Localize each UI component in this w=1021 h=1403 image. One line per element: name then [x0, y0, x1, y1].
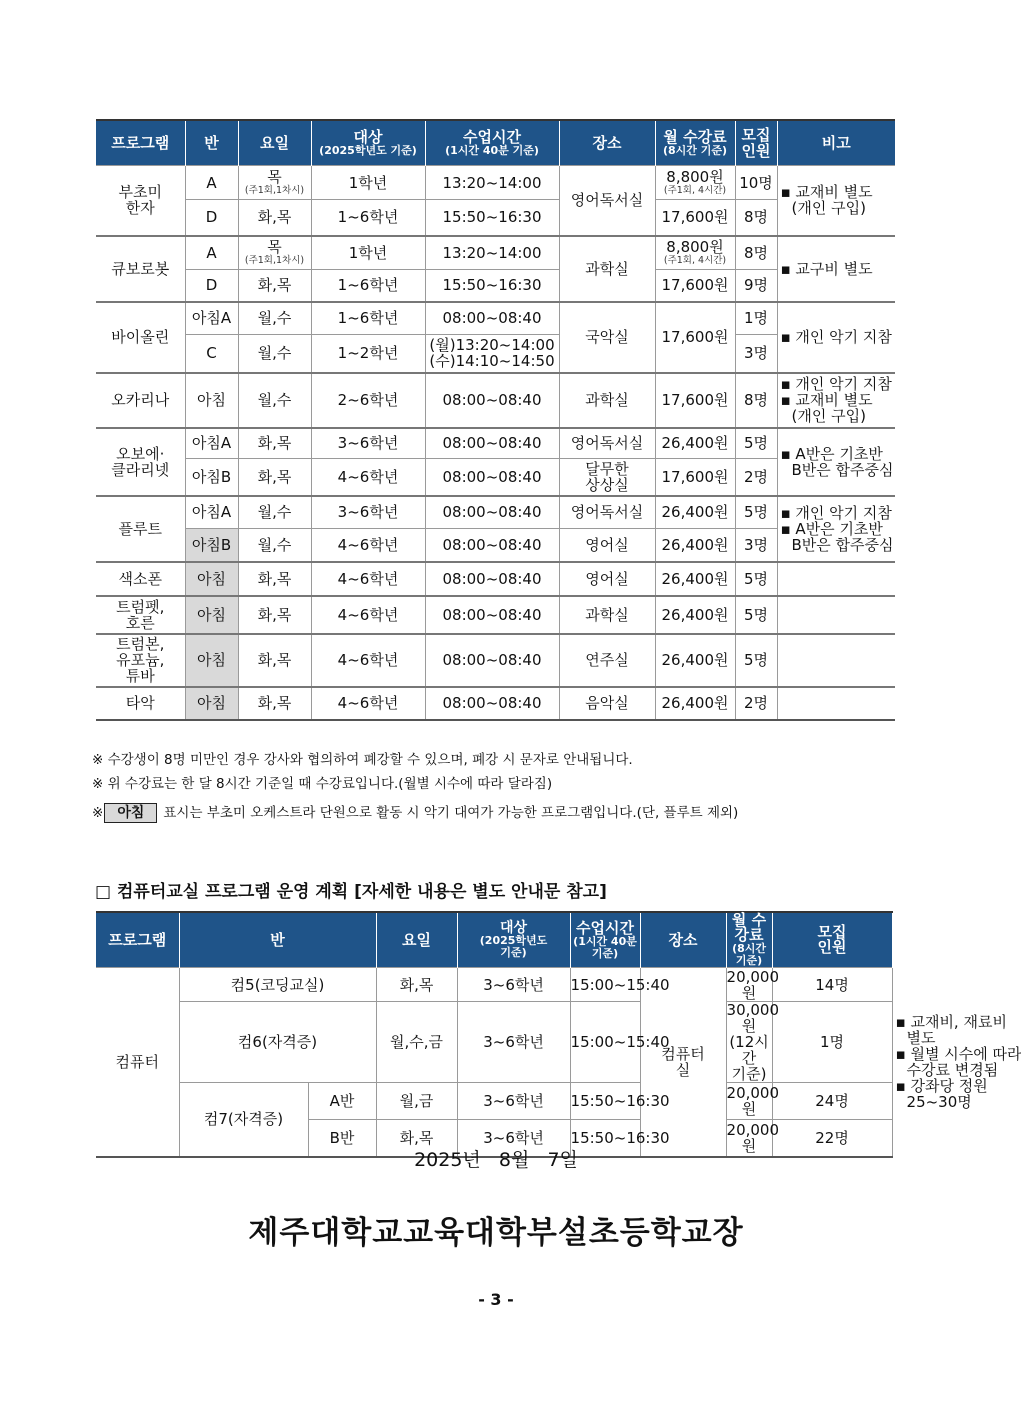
footnote-text: 표시는 부초미 오케스트라 단원으로 활동 시 악기 대여가 가능한 프로그램입니다.(단, 플루트 제외) [163, 805, 739, 821]
fee-subtext: (주1회, 4시간) [663, 255, 727, 267]
day-cell: 화,목 [376, 1120, 457, 1157]
target-cell: 3~6학년 [457, 1002, 570, 1083]
fee-cell: 26,400원 [655, 687, 735, 720]
header-time-label: 수업시간 [576, 918, 635, 937]
fee-cell: 26,400원 [655, 496, 735, 529]
program-line: 트럼펫, [116, 597, 165, 616]
day-text: 목 [267, 168, 282, 186]
morning-legend-box: 아침 [104, 803, 157, 823]
section-title-computer: □ 컴퓨터교실 프로그램 운영 계획 [자세한 내용은 별도 안내문 참고] [95, 882, 607, 902]
table1-header-row [96, 120, 895, 166]
time-cell: 15:00~15:40 [570, 1002, 640, 1083]
class-cell: 컴6(자격증) [179, 1002, 376, 1083]
class-cell: 아침A [185, 428, 238, 459]
time-cell: 15:50~16:30 [570, 1120, 640, 1157]
fee-line: 기준) [731, 1065, 767, 1083]
program-line: 한자 [125, 199, 155, 218]
count-cell: 3명 [735, 335, 777, 373]
class-cell: 아침A [185, 302, 238, 335]
count-cell: 1명 [772, 1002, 892, 1083]
place-line: 상상실 [585, 475, 629, 494]
day-cell: 화,목 [238, 562, 311, 596]
day-text: 목 [267, 238, 282, 257]
header-class: 반 [179, 912, 376, 968]
fee-cell: 26,400원 [655, 634, 735, 687]
program-cell: 큐보로봇 [96, 236, 185, 302]
note-cell [777, 302, 895, 373]
time-cell: 15:00~15:40 [570, 968, 640, 1002]
table2-header-row: 프로그램 반 요일 대상 (2025학년도 기준) 수업시간 (1시간 40분 기준) 장소 월 수강료 (8시간 기준) 모집 인원 비고 [96, 912, 892, 968]
table-row [96, 1002, 892, 1083]
place-line: 실 [675, 1060, 691, 1079]
day-subtext: (주1회,1차시) [244, 255, 305, 267]
table-row [96, 166, 895, 200]
header-recruit [772, 912, 892, 968]
class-cell: 아침 [185, 373, 238, 428]
time-cell: 15:50~16:30 [425, 270, 559, 302]
day-cell: 월,수 [238, 373, 311, 428]
class-cell: 컴7(자격증) [179, 1083, 308, 1157]
place-cell: 과학실 [559, 596, 655, 634]
table-row [96, 373, 895, 428]
fee-cell: 17,600원 [655, 373, 735, 428]
class-cell: D [185, 270, 238, 302]
day-cell: 화,목 [238, 428, 311, 459]
footnote-fee-basis: ※ 위 수강료는 한 달 8시간 기준일 때 수강료입니다.(월별 시수에 따라 달라짐) [92, 776, 553, 792]
program-cell: 오카리나 [96, 373, 185, 428]
count-cell: 3명 [735, 529, 777, 562]
time-cell: 08:00~08:40 [425, 634, 559, 687]
target-cell: 4~6학년 [311, 634, 425, 687]
note-cell [777, 496, 895, 562]
fee-line: (12시간 [729, 1033, 769, 1067]
note-line: ▪ 교구비 별도 [780, 259, 873, 278]
table-row [96, 687, 895, 720]
day-cell: 화,목 [238, 596, 311, 634]
day-cell: 월,수 [238, 496, 311, 529]
note-line: B반은 합주중심 [791, 460, 894, 479]
class-cell: 아침B [185, 459, 238, 496]
note-line: (개인 구입) [791, 407, 866, 425]
table-row [96, 529, 895, 562]
note-cell [777, 596, 895, 634]
class-cell: 아침 [185, 596, 238, 634]
place-cell [559, 459, 655, 496]
target-cell: 3~6학년 [311, 496, 425, 529]
header-note: 비고 [777, 120, 895, 166]
time-cell: 08:00~08:40 [425, 496, 559, 529]
header-time-sub: (1시간 40분 기준) [445, 144, 539, 157]
time-cell: 08:00~08:40 [425, 428, 559, 459]
table-row: 컴퓨터 컴5(코딩교실) 화,목 3~6학년 15:00~15:40 컴퓨터 실 20,000원 14명 ▪ 교재비, 재료비 별도 ▪ 월별 시수에 따라 수강료 변경됨 ▪ 강좌당 정원 25~30명 [96, 968, 892, 1002]
program-line: 트럼본, [116, 635, 165, 653]
note-line: ▪ 교재비 별도 [780, 183, 873, 202]
day-cell: 월,수,금 [376, 1002, 457, 1083]
header-target-2: (2025학년도 [479, 933, 548, 947]
class-cell: 컴5(코딩교실) [179, 968, 376, 1002]
count-cell: 5명 [735, 428, 777, 459]
count-cell: 14명 [772, 968, 892, 1002]
note-line: ▪ 교재비 별도 [780, 391, 873, 409]
day-cell: 화,목 [238, 459, 311, 496]
day-cell: 화,목 [238, 200, 311, 236]
place-cell: 영어독서실 [559, 166, 655, 236]
count-cell: 5명 [735, 634, 777, 687]
fee-cell: 26,400원 [655, 562, 735, 596]
fee-cell: 20,000원 [726, 1120, 780, 1155]
note-line: (개인 구입) [791, 199, 866, 218]
fee-cell: 26,400원 [655, 529, 735, 562]
program-line: 클라리넷 [111, 460, 170, 479]
count-cell: 8명 [735, 236, 777, 270]
place-cell: 영어독서실 [559, 496, 655, 529]
note-cell [777, 236, 895, 302]
afterschool-program-table [96, 119, 895, 721]
note-line: 별도 [906, 1028, 936, 1047]
day-cell [238, 236, 311, 270]
place-cell: 영어실 [559, 562, 655, 596]
time-line: (월)13:20~14:00 [429, 336, 555, 355]
header-recruit [735, 120, 777, 166]
target-cell: 1학년 [311, 236, 425, 270]
program-line: 튜바 [125, 667, 155, 685]
header-place: 장소 [640, 912, 726, 968]
target-cell: 3~6학년 [311, 428, 425, 459]
page-number: - 3 - [478, 1290, 514, 1309]
class-cell: 아침 [185, 562, 238, 596]
program-line: 부초미 [118, 183, 162, 202]
class-cell: A [185, 166, 238, 200]
footnote-closure: ※ 수강생이 8명 미만인 경우 강사와 협의하여 폐강할 수 있으며, 폐강 시 문자로 안내됩니다. [92, 752, 633, 768]
table-row [96, 428, 895, 459]
note-line: 수강료 변경됨 [906, 1060, 999, 1079]
target-cell: 4~6학년 [311, 529, 425, 562]
count-cell: 24명 [772, 1083, 892, 1120]
place-cell: 연주실 [559, 634, 655, 687]
time-cell: 08:00~08:40 [425, 562, 559, 596]
fee-cell [655, 166, 735, 200]
day-cell: 월,금 [376, 1083, 457, 1120]
header-fee [726, 912, 772, 968]
note-line: B반은 합주중심 [791, 535, 894, 554]
time-cell: 15:50~16:30 [570, 1083, 640, 1120]
day-cell: 화,목 [238, 634, 311, 687]
note-cell [777, 562, 895, 596]
count-cell: 2명 [735, 687, 777, 720]
header-time [570, 912, 640, 968]
count-cell: 9명 [735, 270, 777, 302]
day-cell: 화,목 [376, 968, 457, 1002]
place-cell: 영어실 [559, 529, 655, 562]
target-cell: 2~6학년 [311, 373, 425, 428]
header-time-label: 수업시간 [463, 128, 521, 146]
target-cell: 1~6학년 [311, 302, 425, 335]
header-fee-label: 월 수강료 [731, 911, 767, 944]
count-cell: 8명 [735, 200, 777, 236]
target-cell: 1~6학년 [311, 270, 425, 302]
note-cell [777, 166, 895, 236]
fee-cell: 20,000원 [726, 1084, 780, 1118]
fee-line: 30,000원 [726, 1001, 780, 1035]
place-cell: 과학실 [559, 373, 655, 428]
header-fee-sub: (8시간 기준) [662, 144, 728, 157]
footnote-mark: ※ [92, 805, 104, 821]
table-row [96, 1083, 892, 1120]
count-cell: 5명 [735, 496, 777, 529]
note-line: ▪ A반은 기초반 [780, 444, 883, 463]
table-row [96, 335, 895, 373]
count-cell: 8명 [735, 373, 777, 428]
count-cell: 1명 [735, 302, 777, 335]
header-fee [655, 120, 735, 166]
target-cell: 4~6학년 [311, 562, 425, 596]
place-cell: 영어독서실 [559, 428, 655, 459]
header-fee-label: 월 수강료 [663, 128, 727, 146]
fee-cell [655, 236, 735, 270]
class-cell: C [185, 335, 238, 373]
fee-cell: 17,600원 [655, 200, 735, 236]
time-cell: 08:00~08:40 [425, 459, 559, 496]
time-cell: 08:00~08:40 [425, 373, 559, 428]
class-cell: 아침 [185, 634, 238, 687]
target-cell: 4~6학년 [311, 596, 425, 634]
header-day: 요일 [238, 120, 311, 166]
fee-cell: 26,400원 [655, 428, 735, 459]
count-cell: 22명 [772, 1120, 892, 1157]
day-cell: 월,수 [238, 335, 311, 373]
header-day: 요일 [376, 912, 457, 968]
program-line: 오보에· [116, 444, 165, 463]
program-cell [96, 166, 185, 236]
table-row [96, 236, 895, 270]
time-line: (수)14:10~14:50 [429, 352, 555, 371]
time-cell [425, 335, 559, 373]
fee-text: 8,800원 [666, 238, 724, 257]
target-cell: 1학년 [311, 166, 425, 200]
header-time [425, 120, 559, 166]
fee-subtext: (주1회, 4시간) [663, 185, 727, 196]
class-cell: D [185, 200, 238, 236]
fee-cell: 17,600원 [655, 459, 735, 496]
computer-program-table [96, 911, 1021, 1158]
place-line: 컴퓨터 [661, 1044, 705, 1063]
program-cell: 컴퓨터 [96, 968, 179, 1157]
program-line: 유포늄, [116, 651, 165, 669]
program-cell: 바이올린 [96, 302, 185, 373]
count-cell: 2명 [735, 459, 777, 496]
fee-cell: 17,600원 [655, 302, 735, 373]
fee-cell: 20,000원 [726, 967, 780, 1002]
header-target [311, 120, 425, 166]
target-cell: 3~6학년 [457, 1120, 570, 1157]
table-row [96, 596, 895, 634]
header-program: 프로그램 [96, 912, 179, 968]
header-program: 프로그램 [96, 120, 185, 166]
issuer-name: 제주대학교교육대학부설초등학교장 [248, 1215, 744, 1251]
header-time-sub: (1시간 40분 기준) [573, 934, 637, 960]
day-cell [238, 166, 311, 200]
time-cell: 08:00~08:40 [425, 687, 559, 720]
program-cell: 플루트 [96, 496, 185, 562]
header-target-sub: (2025학년도 기준) [319, 144, 417, 157]
header-class: 반 [185, 120, 238, 166]
class-cell: 아침A [185, 496, 238, 529]
subclass-cell: A반 [308, 1083, 376, 1120]
note-line: ▪ 개인 악기 지참 [780, 328, 892, 346]
target-cell: 3~6학년 [457, 968, 570, 1002]
table-row [96, 459, 895, 496]
place-cell: 과학실 [559, 236, 655, 302]
table-row [96, 270, 895, 302]
note-line: ▪ 개인 악기 지참 [780, 503, 892, 522]
header-place: 장소 [559, 120, 655, 166]
fee-cell: 17,600원 [655, 270, 735, 302]
count-cell: 5명 [735, 596, 777, 634]
header-fee-sub: (8시간 기준) [732, 942, 766, 967]
program-cell [96, 596, 185, 634]
count-cell: 5명 [735, 562, 777, 596]
program-cell [96, 634, 185, 687]
time-cell: 13:20~14:00 [425, 236, 559, 270]
day-subtext: (주1회,1차시) [244, 185, 305, 196]
program-cell [96, 428, 185, 496]
header-recruit-2: 인원 [817, 938, 847, 956]
header-target-3: 기준) [500, 945, 527, 959]
program-cell: 타악 [96, 687, 185, 720]
document-date: 2025년 8월 7일 [414, 1149, 578, 1171]
note-cell [777, 634, 895, 687]
note-cell [777, 373, 895, 428]
place-cell: 국악실 [559, 302, 655, 373]
note-cell [777, 428, 895, 496]
class-cell: 아침B [185, 529, 238, 562]
table-row [96, 634, 895, 687]
table-row [96, 496, 895, 529]
note-line: 25~30명 [906, 1092, 972, 1111]
table-row [96, 562, 895, 596]
day-cell: 월,수 [238, 302, 311, 335]
time-cell: 08:00~08:40 [425, 596, 559, 634]
day-cell: 월,수 [238, 529, 311, 562]
program-cell: 색소폰 [96, 562, 185, 596]
place-cell: 음악실 [559, 687, 655, 720]
target-cell: 1~6학년 [311, 200, 425, 236]
time-cell: 13:20~14:00 [425, 166, 559, 200]
time-cell: 08:00~08:40 [425, 302, 559, 335]
fee-text: 8,800원 [666, 168, 724, 186]
note-cell [777, 687, 895, 720]
target-cell: 4~6학년 [311, 459, 425, 496]
header-target-1: 대상 [500, 919, 528, 936]
target-cell: 3~6학년 [457, 1083, 570, 1120]
table-row [96, 200, 895, 236]
table-row [96, 302, 895, 335]
note-line: ▪ A반은 기초반 [780, 519, 883, 538]
header-target [457, 912, 570, 968]
target-cell: 1~2학년 [311, 335, 425, 373]
header-recruit-1: 모집 [741, 126, 771, 144]
fee-cell: 26,400원 [655, 596, 735, 634]
header-target-label: 대상 [353, 128, 383, 146]
header-recruit-1: 모집 [817, 923, 847, 941]
note-line: ▪ 개인 악기 지참 [780, 375, 892, 393]
target-cell: 4~6학년 [311, 687, 425, 720]
day-cell: 화,목 [238, 270, 311, 302]
program-line: 호른 [125, 613, 155, 632]
count-cell: 10명 [735, 166, 777, 200]
class-cell: 아침 [185, 687, 238, 720]
time-cell: 15:50~16:30 [425, 200, 559, 236]
class-cell: A [185, 236, 238, 270]
time-cell: 08:00~08:40 [425, 529, 559, 562]
place-line: 달무한 [585, 459, 629, 478]
subclass-cell: B반 [308, 1120, 376, 1157]
header-recruit-2: 인원 [741, 142, 771, 160]
footnote-instrument-rental [92, 801, 738, 823]
fee-cell [726, 1001, 780, 1083]
day-cell: 화,목 [238, 687, 311, 720]
